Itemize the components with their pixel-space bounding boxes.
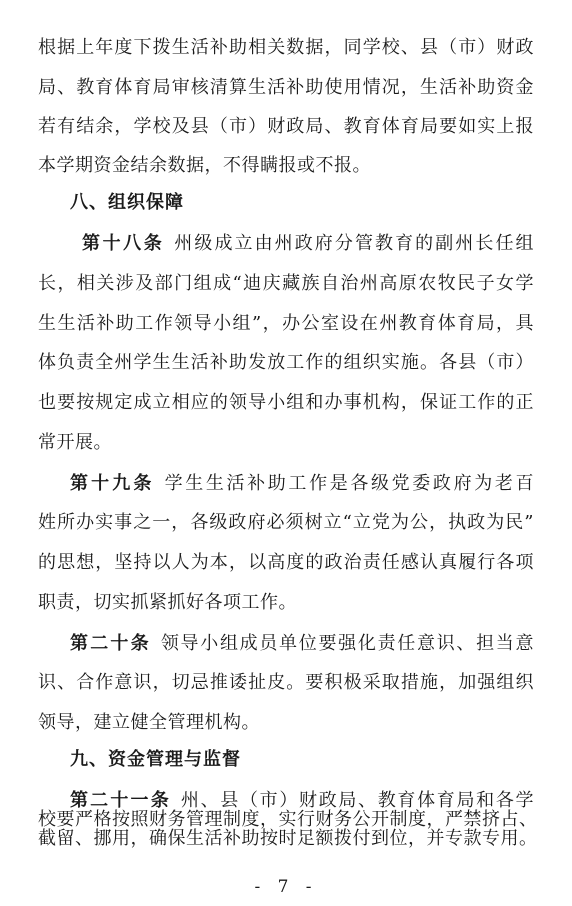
- article-text: 州、县（市）财政局、教育体育局和各学: [180, 790, 535, 811]
- paragraph-line: 常开展。: [38, 432, 112, 453]
- paragraph-line: 生生活补助工作领导小组”，办公室设在州教育体育局，具: [38, 313, 534, 334]
- page-number: - 7 -: [254, 877, 318, 897]
- paragraph-line: 职责，切实抓紧抓好各项工作。: [38, 592, 297, 613]
- section-heading-8: 八、组织保障: [70, 192, 184, 213]
- paragraph-line: 局、教育体育局审核清算生活补助使用情况，生活补助资金: [38, 77, 534, 98]
- article-20-first-line: [70, 631, 534, 657]
- article-number: 第十九条: [70, 473, 155, 494]
- paragraph-line: 校要严格按照财务管理制度，实行财务公开制度，严禁挤占、: [38, 809, 538, 830]
- article-number: 第二十条: [70, 633, 151, 654]
- article-19-first-line: [70, 471, 534, 497]
- paragraph-line: 根据上年度下拨生活补助相关数据，同学校、县（市）财政: [38, 37, 534, 58]
- paragraph-line: 领导，建立健全管理机构。: [38, 712, 260, 733]
- article-text: 州级成立由州政府分管教育的副州长任组: [174, 233, 535, 254]
- paragraph-line: 截留、挪用，确保生活补助按时足额拨付到位，并专款专用。: [38, 828, 538, 849]
- article-number: 第十八条: [82, 233, 165, 254]
- paragraph-line: 若有结余，学校及县（市）财政局、教育体育局要如实上报: [38, 116, 534, 137]
- paragraph-line: 长，相关涉及部门组成“迪庆藏族自治州高原农牧民子女学: [38, 273, 534, 294]
- article-18-first-line: [82, 231, 534, 257]
- article-text: 领导小组成员单位要强化责任意识、担当意: [160, 633, 535, 654]
- section-heading-9: 九、资金管理与监督: [70, 749, 241, 770]
- paragraph-line: 姓所办实事之一，各级政府必须树立“立党为公，执政为民”: [38, 512, 534, 533]
- paragraph-line: 体负责全州学生生活补助发放工作的组织实施。各县（市）: [38, 352, 534, 373]
- paragraph-line: 识、合作意识，切忌推诿扯皮。要积极采取措施，加强组织: [38, 672, 534, 693]
- article-text: 学生生活补助工作是各级党委政府为老百: [164, 473, 535, 494]
- paragraph-line: 本学期资金结余数据，不得瞒报或不报。: [38, 155, 371, 176]
- paragraph-line: 的思想，坚持以人为本，以高度的政治责任感认真履行各项: [38, 552, 534, 573]
- paragraph-line: 也要按规定成立相应的领导小组和办事机构，保证工作的正: [38, 392, 534, 413]
- article-number: 第二十一条: [70, 790, 171, 811]
